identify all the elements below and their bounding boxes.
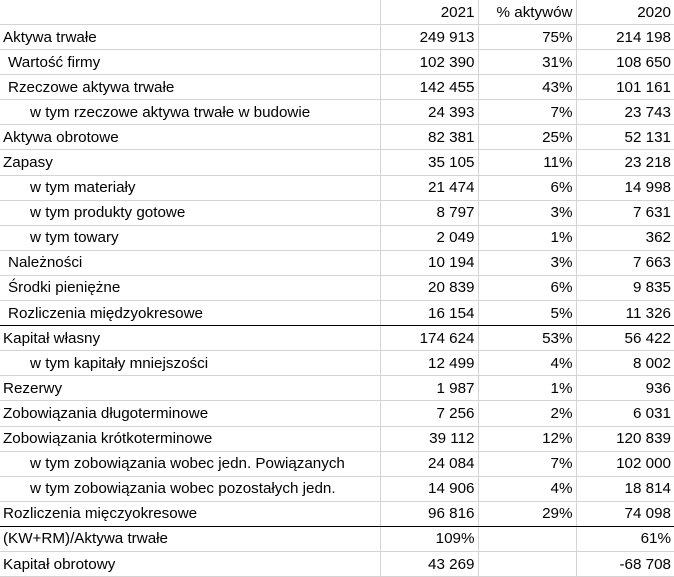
row-label-cell[interactable]: Rozliczenia mięczyokresowe	[0, 501, 380, 526]
value-2021-cell[interactable]: 7 256	[380, 401, 478, 426]
pct-assets-cell[interactable]: 43%	[478, 75, 576, 100]
value-2021-cell[interactable]: 249 913	[380, 25, 478, 50]
header-pct-assets[interactable]: % aktywów	[478, 0, 576, 25]
value-2020-cell[interactable]: 74 098	[576, 501, 674, 526]
pct-assets-cell[interactable]: 3%	[478, 200, 576, 225]
row-label-cell[interactable]: w tym materiały	[0, 175, 380, 200]
row-label-cell[interactable]: (KW+RM)/Aktywa trwałe	[0, 526, 380, 551]
table-row	[0, 476, 674, 501]
table-row	[0, 225, 674, 250]
value-2021-cell[interactable]: 96 816	[380, 501, 478, 526]
pct-assets-cell[interactable]: 75%	[478, 25, 576, 50]
value-2021-cell[interactable]: 12 499	[380, 351, 478, 376]
value-2021-cell[interactable]: 8 797	[380, 200, 478, 225]
pct-assets-cell[interactable]: 7%	[478, 451, 576, 476]
table-row	[0, 100, 674, 125]
table-row	[0, 75, 674, 100]
row-label-cell[interactable]: Zobowiązania krótkoterminowe	[0, 426, 380, 451]
value-2021-cell[interactable]: 142 455	[380, 75, 478, 100]
header-2021[interactable]: 2021	[380, 0, 478, 25]
value-2020-cell[interactable]: 52 131	[576, 125, 674, 150]
row-label-cell[interactable]: Wartość firmy	[0, 50, 380, 75]
row-label-cell[interactable]: w tym rzeczowe aktywa trwałe w budowie	[0, 100, 380, 125]
value-2020-cell[interactable]: 14 998	[576, 175, 674, 200]
table-row	[0, 275, 674, 300]
row-label-cell[interactable]: Aktywa trwałe	[0, 25, 380, 50]
row-label-cell[interactable]: w tym produkty gotowe	[0, 200, 380, 225]
value-2020-cell[interactable]: 6 031	[576, 401, 674, 426]
value-2020-cell[interactable]: 23 218	[576, 150, 674, 175]
pct-assets-cell[interactable]: 6%	[478, 175, 576, 200]
value-2021-cell[interactable]: 39 112	[380, 426, 478, 451]
value-2020-cell[interactable]: 56 422	[576, 326, 674, 351]
row-label-cell[interactable]: w tym kapitały mniejszości	[0, 351, 380, 376]
row-label-cell[interactable]: Zapasy	[0, 150, 380, 175]
row-label-cell[interactable]: Kapitał obrotowy	[0, 551, 380, 576]
row-label-cell[interactable]: Środki pieniężne	[0, 275, 380, 300]
pct-assets-cell[interactable]: 25%	[478, 125, 576, 150]
header-label-cell[interactable]	[0, 0, 380, 25]
table-row	[0, 376, 674, 401]
table-row	[0, 250, 674, 275]
value-2021-cell[interactable]: 21 474	[380, 175, 478, 200]
header-row	[0, 0, 674, 25]
pct-assets-cell[interactable]: 3%	[478, 250, 576, 275]
value-2020-cell[interactable]: 214 198	[576, 25, 674, 50]
value-2020-cell[interactable]: -68 708	[576, 551, 674, 576]
row-label-cell[interactable]: Kapitał własny	[0, 326, 380, 351]
table-row	[0, 401, 674, 426]
value-2020-cell[interactable]: 120 839	[576, 426, 674, 451]
value-2020-cell[interactable]: 23 743	[576, 100, 674, 125]
row-label-cell[interactable]: Zobowiązania długoterminowe	[0, 401, 380, 426]
row-label-cell[interactable]: w tym towary	[0, 225, 380, 250]
row-label-cell[interactable]: w tym zobowiązania wobec pozostałych jedn.	[0, 476, 380, 501]
pct-assets-cell[interactable]: 5%	[478, 301, 576, 326]
table-row	[0, 451, 674, 476]
value-2020-cell[interactable]: 7 663	[576, 250, 674, 275]
value-2020-cell[interactable]: 101 161	[576, 75, 674, 100]
row-label-cell[interactable]: Rzeczowe aktywa trwałe	[0, 75, 380, 100]
pct-assets-cell[interactable]: 2%	[478, 401, 576, 426]
table-row	[0, 25, 674, 50]
pct-assets-cell[interactable]	[478, 526, 576, 551]
value-2021-cell[interactable]: 174 624	[380, 326, 478, 351]
pct-assets-cell[interactable]: 1%	[478, 225, 576, 250]
table-row	[0, 551, 674, 576]
value-2020-cell[interactable]: 936	[576, 376, 674, 401]
row-label-cell[interactable]: Aktywa obrotowe	[0, 125, 380, 150]
value-2021-cell[interactable]: 24 393	[380, 100, 478, 125]
pct-assets-cell[interactable]: 31%	[478, 50, 576, 75]
pct-assets-cell[interactable]: 6%	[478, 275, 576, 300]
table-row	[0, 351, 674, 376]
table-row	[0, 526, 674, 551]
table-row	[0, 426, 674, 451]
table-row	[0, 301, 674, 326]
value-2021-cell[interactable]: 43 269	[380, 551, 478, 576]
value-2020-cell[interactable]: 7 631	[576, 200, 674, 225]
value-2020-cell[interactable]: 102 000	[576, 451, 674, 476]
value-2021-cell[interactable]: 1 987	[380, 376, 478, 401]
value-2021-cell[interactable]: 102 390	[380, 50, 478, 75]
row-label-cell[interactable]: Rezerwy	[0, 376, 380, 401]
header-2020[interactable]: 2020	[576, 0, 674, 25]
table-row	[0, 501, 674, 526]
pct-assets-cell[interactable]: 1%	[478, 376, 576, 401]
value-2021-cell[interactable]: 10 194	[380, 250, 478, 275]
row-label-cell[interactable]: Należności	[0, 250, 380, 275]
value-2020-cell[interactable]: 9 835	[576, 275, 674, 300]
table-row	[0, 200, 674, 225]
table-row	[0, 326, 674, 351]
row-label-cell[interactable]: Rozliczenia międzyokresowe	[0, 301, 380, 326]
value-2021-cell[interactable]: 109%	[380, 526, 478, 551]
pct-assets-cell[interactable]: 12%	[478, 426, 576, 451]
value-2021-cell[interactable]: 82 381	[380, 125, 478, 150]
value-2020-cell[interactable]: 18 814	[576, 476, 674, 501]
pct-assets-cell[interactable]: 7%	[478, 100, 576, 125]
value-2021-cell[interactable]: 16 154	[380, 301, 478, 326]
value-2020-cell[interactable]: 108 650	[576, 50, 674, 75]
row-label-cell[interactable]: w tym zobowiązania wobec jedn. Powiązanych	[0, 451, 380, 476]
value-2021-cell[interactable]: 24 084	[380, 451, 478, 476]
table-row	[0, 50, 674, 75]
value-2021-cell[interactable]: 35 105	[380, 150, 478, 175]
value-2020-cell[interactable]: 8 002	[576, 351, 674, 376]
value-2021-cell[interactable]: 2 049	[380, 225, 478, 250]
pct-assets-cell[interactable]	[478, 551, 576, 576]
value-2020-cell[interactable]: 11 326	[576, 301, 674, 326]
table-row	[0, 150, 674, 175]
table-row	[0, 125, 674, 150]
pct-assets-cell[interactable]: 29%	[478, 501, 576, 526]
pct-assets-cell[interactable]: 4%	[478, 351, 576, 376]
value-2021-cell[interactable]: 14 906	[380, 476, 478, 501]
value-2020-cell[interactable]: 61%	[576, 526, 674, 551]
pct-assets-cell[interactable]: 4%	[478, 476, 576, 501]
pct-assets-cell[interactable]: 11%	[478, 150, 576, 175]
table-row	[0, 175, 674, 200]
value-2021-cell[interactable]: 20 839	[380, 275, 478, 300]
pct-assets-cell[interactable]: 53%	[478, 326, 576, 351]
value-2020-cell[interactable]: 362	[576, 225, 674, 250]
